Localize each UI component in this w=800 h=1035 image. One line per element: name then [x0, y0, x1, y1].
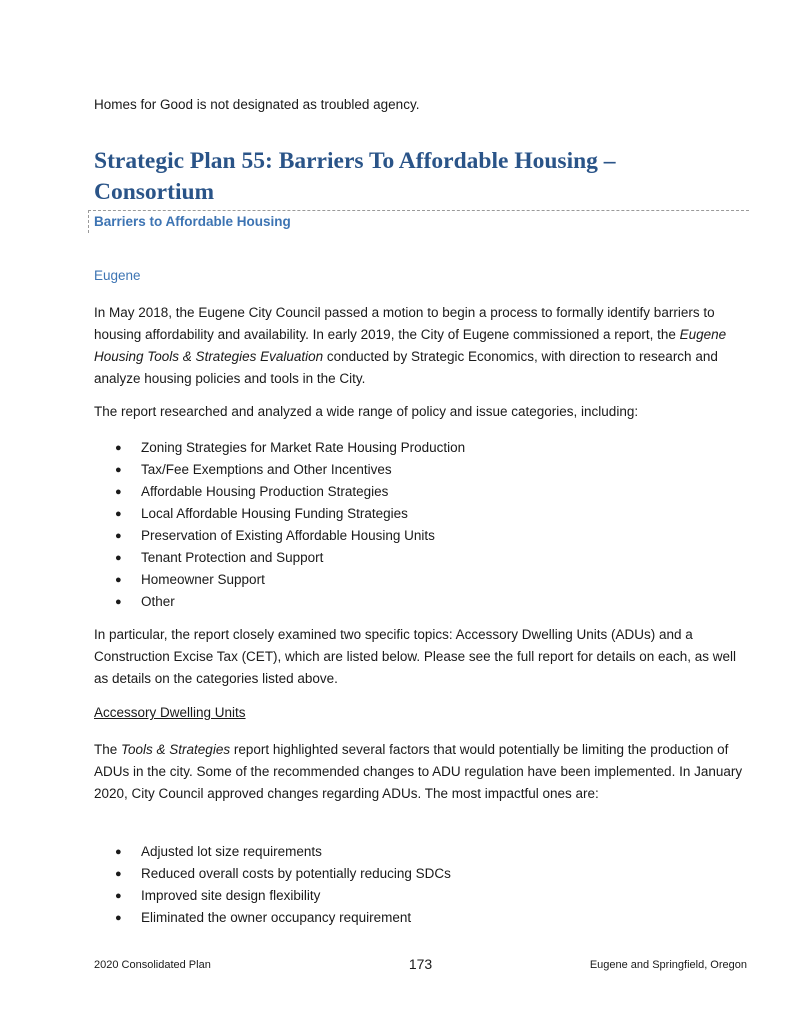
list-item-text: Tenant Protection and Support [141, 550, 324, 565]
page-footer [94, 956, 747, 976]
subheading: Barriers to Affordable Housing [94, 214, 291, 229]
bullet-icon: ● [115, 868, 122, 880]
list-item [94, 547, 465, 569]
bullet-icon: ● [115, 508, 122, 520]
paragraph-1-text-b: conducted by Strategic Economics, with direction to research and analyze housing policies and tools in the City. [94, 349, 718, 386]
bullet-icon: ● [115, 552, 122, 564]
list-item [94, 907, 451, 929]
list-item-text: Tax/Fee Exemptions and Other Incentives [141, 462, 392, 477]
subsection-title: Accessory Dwelling Units [94, 705, 246, 720]
list-item [94, 481, 465, 503]
list-item-text: Eliminated the owner occupancy requirement [141, 910, 412, 925]
paragraph-4 [94, 739, 754, 805]
list-item [94, 885, 451, 907]
bullet-icon: ● [115, 890, 122, 902]
list-item-text: Reduced overall costs by potentially reducing SDCs [141, 866, 451, 881]
footer-right: Eugene and Springfield, Oregon [589, 959, 747, 971]
list-item-text: Zoning Strategies for Market Rate Housing Production [141, 440, 466, 455]
adu-changes-list [94, 841, 451, 929]
list-item [94, 437, 465, 459]
list-item-text: Affordable Housing Production Strategies [141, 484, 389, 499]
subheading-container [88, 210, 749, 233]
bullet-icon: ● [115, 912, 122, 924]
bullet-icon: ● [115, 596, 122, 608]
section-title: Eugene [94, 268, 141, 283]
bullet-icon: ● [115, 574, 122, 586]
intro-text: Homes for Good is not designated as troubled agency. [94, 97, 420, 112]
paragraph-4-text-b: report highlighted several factors that would potentially be limiting the production of ADUs in the city. Some of the recommended changes to ADU regulation have been implemented. In January 2020, City Council approved changes regarding ADUs. The most impactful ones are: [94, 742, 743, 801]
list-item [94, 569, 465, 591]
bullet-icon: ● [115, 530, 122, 542]
list-item [94, 841, 451, 863]
page-heading: Strategic Plan 55: Barriers To Affordable Housing – Consortium [94, 148, 616, 205]
paragraph-1 [94, 302, 754, 390]
list-item-text: Local Affordable Housing Funding Strategies [141, 506, 408, 521]
list-item-text: Homeowner Support [141, 572, 265, 587]
bullet-icon: ● [115, 464, 122, 476]
list-item [94, 863, 451, 885]
list-item-text: Preservation of Existing Affordable Housing Units [141, 528, 435, 543]
report-title: Eugene Housing Tools & Strategies Evaluation [94, 327, 727, 364]
list-item [94, 591, 465, 613]
bullet-icon: ● [115, 442, 122, 454]
page-number: 173 [408, 956, 433, 972]
list-item [94, 525, 465, 547]
bullet-icon: ● [115, 486, 122, 498]
list-item-text: Adjusted lot size requirements [141, 844, 322, 859]
paragraph-4-text-a: The [94, 742, 122, 757]
list-item [94, 503, 465, 525]
list-item [94, 459, 465, 481]
report-short-title: Tools & Strategies [121, 742, 231, 757]
list-item-text: Improved site design flexibility [141, 888, 321, 903]
paragraph-2: The report researched and analyzed a wide range of policy and issue categories, including: [94, 404, 639, 419]
paragraph-3: In particular, the report closely examined two specific topics: Accessory Dwelling Units (ADUs) and a Construction Excise Tax (CET), which are listed below. Please see the full report for details on each, as well as details on the categories listed above. [94, 627, 737, 686]
list-item-text: Other [141, 594, 175, 609]
paragraph-1-text-a: In May 2018, the Eugene City Council passed a motion to begin a process to formally identify barriers to housing affordability and availability. In early 2019, the City of Eugene commissioned a report, the [94, 305, 715, 342]
bullet-icon: ● [115, 846, 122, 858]
footer-left: 2020 Consolidated Plan [94, 959, 211, 971]
category-list [94, 437, 465, 613]
